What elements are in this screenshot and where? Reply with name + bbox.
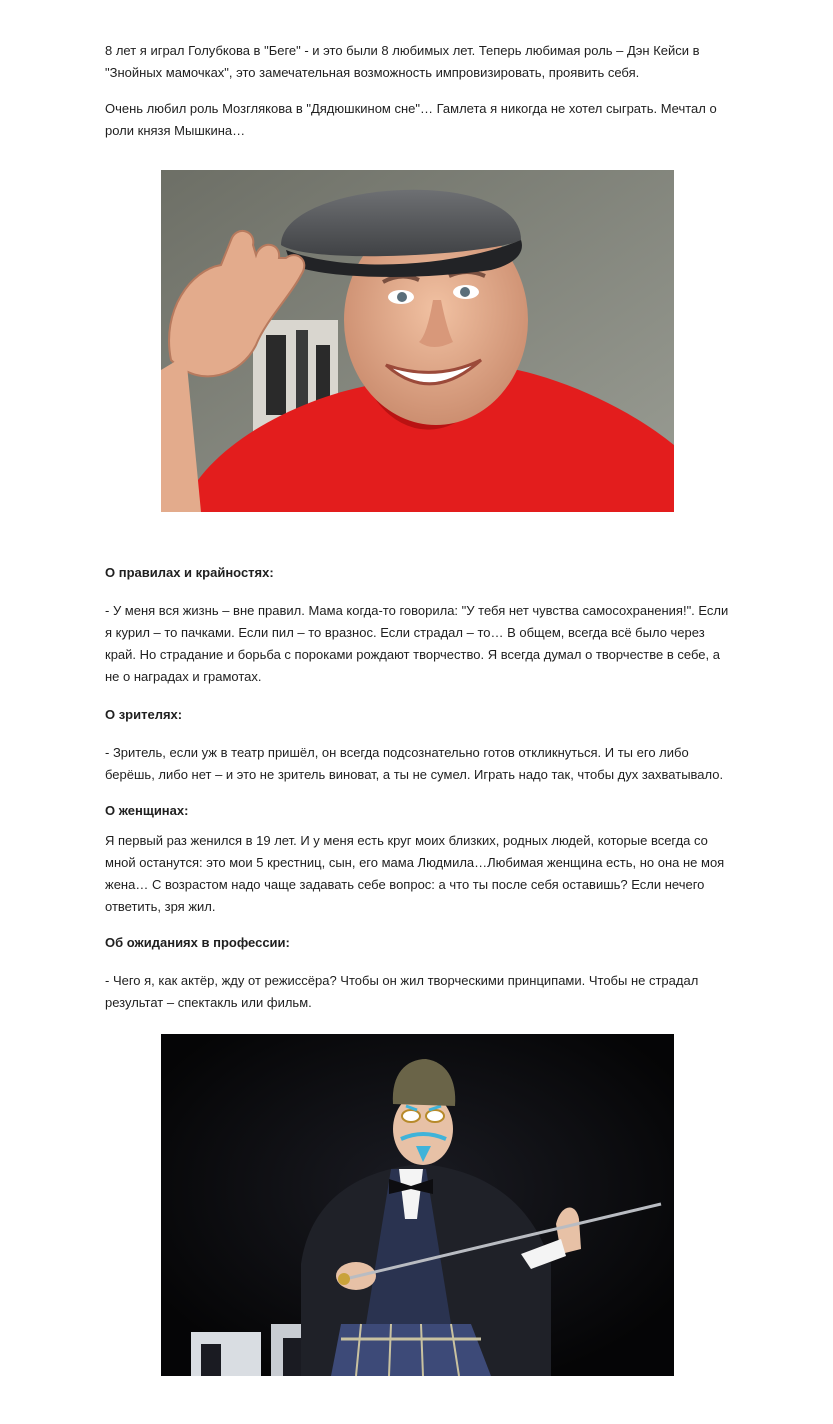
photo-actor-in-cap <box>161 170 674 512</box>
article <box>105 40 730 142</box>
paragraph-women: Я первый раз женился в 19 лет. И у меня есть круг моих близких, родных людей, которые всегда со мной останутся: это мои 5 крестниц, сын, его мама Людмила…Любимая женщина есть, но она не моя жена… С возрастом надо чаще задавать себе вопрос: а что ты после себя оставишь? Если нечего ответить, зря жил. <box>105 833 725 914</box>
paragraph-rules: - У меня вся жизнь – вне правил. Мама когда-то говорила: "У тебя нет чувства самосохранения!". Если я курил – то пачками. Если пил – то вразнос. Если страдал – то… В общем, всегда всё было через край. Но страдание и борьба с пороками рождают творчество. Я всегда думал о творчестве в себе, а не о наградах и грамотах. <box>105 603 729 684</box>
photo-actor-in-cap-illustration <box>161 170 674 512</box>
heading-viewers: О зрителях: <box>105 707 183 722</box>
heading-rules: О правилах и крайностях: <box>105 565 274 580</box>
paragraph-roles: 8 лет я играл Голубкова в "Беге" - и это были 8 любимых лет. Теперь любимая роль – Дэн Кейси в "Знойных мамочках", это замечательная возможность импровизировать, проявить себя. <box>105 43 700 80</box>
paragraph-viewers: - Зритель, если уж в театр пришёл, он всегда подсознательно готов откликнуться. И ты его либо берёшь, либо нет – и это не зритель виноват, а ты не сумел. Играть надо так, чтобы дух захватывало. <box>105 745 724 782</box>
photo-actor-on-stage-illustration <box>161 1034 674 1376</box>
paragraph-favorite-roles: Очень любил роль Мозглякова в "Дядюшкином сне"… Гамлета я никогда не хотел сыграть. Мечтал о роли князя Мышкина… <box>105 101 717 138</box>
paragraph-profession: - Чего я, как актёр, жду от режиссёра? Чтобы он жил творческими принципами. Чтобы не страдал результат – спектакль или фильм. <box>105 973 699 1010</box>
photo-actor-on-stage <box>161 1034 674 1376</box>
heading-women: О женщинах: <box>105 803 189 818</box>
article-interview <box>105 562 730 1014</box>
heading-profession: Об ожиданиях в профессии: <box>105 935 290 950</box>
